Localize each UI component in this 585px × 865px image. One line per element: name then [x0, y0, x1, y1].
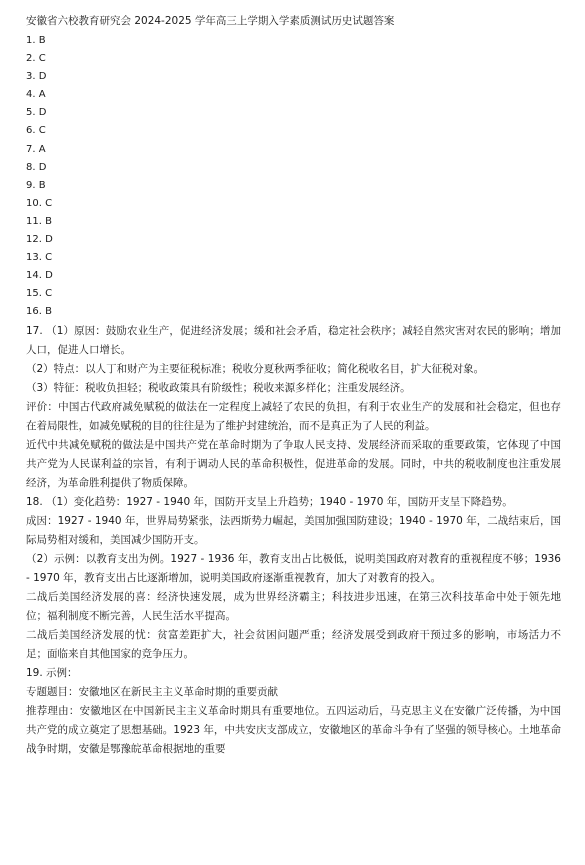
- q18-causes: 成因：1927 - 1940 年，世界局势紧张，法西斯势力崛起，美国加强国防建设；1940 - 1970 年，二战结束后，国际局势相对缓和，美国减少国防开支。: [26, 514, 561, 546]
- answer-item: 6. C: [26, 125, 46, 137]
- answer-item: 8. D: [26, 161, 47, 173]
- q18-trend: 18. （1）变化趋势：1927 - 1940 年，国防开支呈上升趋势；1940 - 1970 年，国防开支呈下降趋势。: [26, 495, 513, 508]
- q18-positives: 二战后美国经济发展的喜：经济快速发展，成为世界经济霸主；科技进步迅速，在第三次科技革命中处于领先地位；福利制度不断完善，人民生活水平提高。: [26, 590, 561, 622]
- answer-item: 14. D: [26, 270, 53, 282]
- q17-cause: 17. （1）原因：鼓励农业生产，促进经济发展；缓和社会矛盾，稳定社会秩序；减轻自然灾害对农民的影响；增加人口，促进人口增长。: [26, 324, 561, 356]
- answer-list: [26, 32, 561, 322]
- q18-concerns: 二战后美国经济发展的忧：贫富差距扩大，社会贫困问题严重；经济发展受到政府干预过多的影响，市场活力不足；面临来自其他国家的竞争压力。: [26, 628, 561, 660]
- answer-item: 16. B: [26, 306, 52, 318]
- answer-item: 12. D: [26, 234, 53, 246]
- answer-item: 13. C: [26, 252, 53, 264]
- answer-item: 3. D: [26, 71, 47, 83]
- q18-example: （2）示例：以教育支出为例。1927 - 1936 年，教育支出占比极低，说明美国政府对教育的重视程度不够；1936 - 1970 年，教育支出占比逐渐增加，说明美国政府逐渐重视教育，加大了对教育的投入。: [26, 552, 561, 584]
- q19-reason: 推荐理由：安徽地区在中国新民主主义革命时期具有重要地位。五四运动后，马克思主义在安徽广泛传播，为中国共产党的成立奠定了思想基础。1923 年，中共安庆支部成立，安徽地区的革命斗争有了坚强的领导核心。土地革命战争时期，安徽是鄂豫皖革命根据地的重要: [26, 704, 561, 755]
- document-title: 安徽省六校教育研究会 2024-2025 学年高三上学期入学素质测试历史试题答案: [26, 15, 395, 27]
- q17-evaluation: 评价：中国古代政府减免赋税的做法在一定程度上减轻了农民的负担，有利于农业生产的发展和社会稳定，但也存在着局限性，如减免赋税的目的往往是为了维护封建统治，而不是真正为了人民的利益。: [26, 400, 561, 432]
- answer-item: 9. B: [26, 179, 46, 191]
- answer-item: 7. A: [26, 143, 46, 155]
- q17-characteristics: （3）特征：税收负担轻；税收政策具有阶级性；税收来源多样化；注重发展经济。: [26, 381, 411, 394]
- answer-item: 10. C: [26, 197, 53, 209]
- answer-item: 5. D: [26, 107, 47, 119]
- q17-features: （2）特点：以人丁和财产为主要征税标准；税收分夏秋两季征收；简化税收名目，扩大征税对象。: [26, 362, 485, 375]
- q17-modern-policy: 近代中共减免赋税的做法是中国共产党在革命时期为了争取人民支持、发展经济而采取的重要政策，它体现了中国共产党为人民谋利益的宗旨，有利于调动人民的革命积极性，促进革命的发展。同时，中共的税收制度也注重发展经济，为革命胜利提供了物质保障。: [26, 438, 561, 489]
- answer-item: 2. C: [26, 53, 46, 65]
- q19-heading: 19. 示例：: [26, 666, 78, 679]
- answer-item: 11. B: [26, 215, 52, 227]
- answer-item: 15. C: [26, 288, 53, 300]
- answer-item: 1. B: [26, 35, 46, 46]
- q19-topic: 专题题目：安徽地区在新民主主义革命时期的重要贡献: [26, 685, 278, 698]
- answer-item: 4. A: [26, 89, 46, 101]
